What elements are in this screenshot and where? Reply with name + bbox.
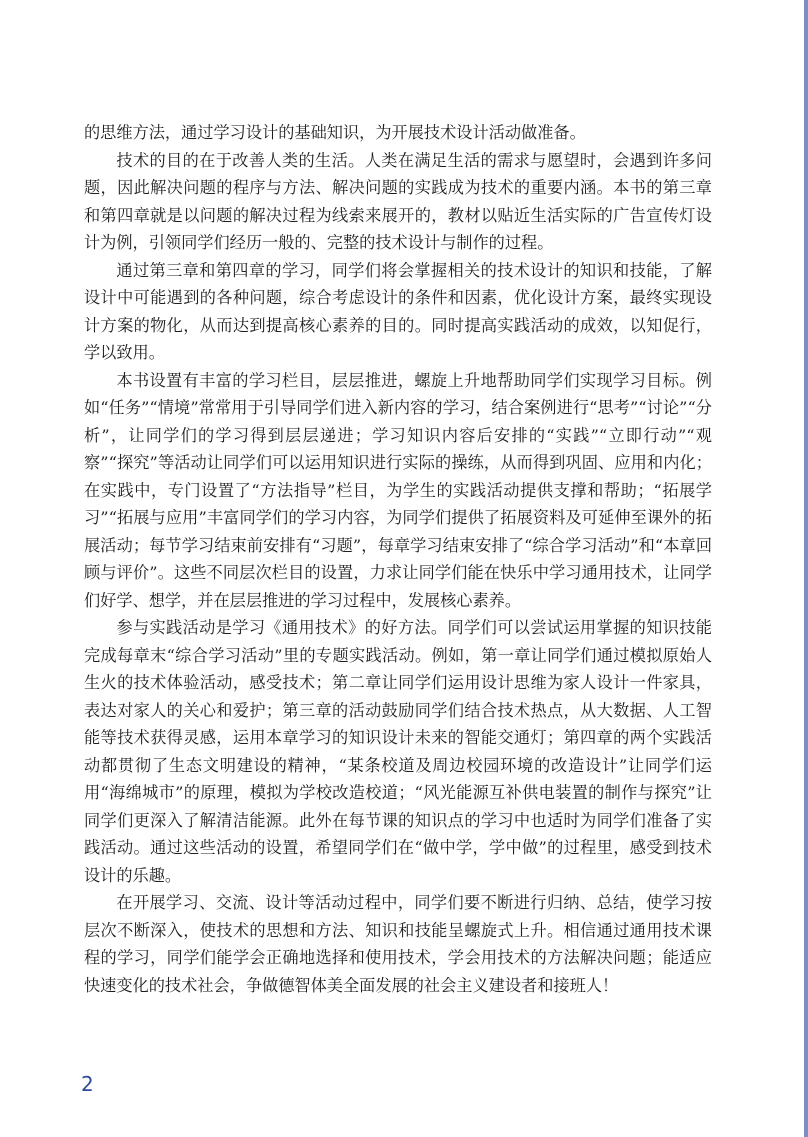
paragraph: 通过第三章和第四章的学习，同学们将会掌握相关的技术设计的知识和技能，了解设计中可能遇到的各种问题，综合考虑设计的条件和因素，优化设计方案，最终实现设计方案的物化，从而达到提高核心素养的目的。同时提高实践活动的成效，以知促行，学以致用。	[84, 260, 712, 362]
paragraph: 技术的目的在于改善人类的生活。人类在满足生活的需求与愿望时，会遇到许多问题，因此解决问题的程序与方法、解决问题的实践成为技术的重要内涵。本书的第三章和第四章就是以问题的解决过程为线索来展开的，教材以贴近生活实际的广告宣传灯设计为例，引领同学们经历一般的、完整的技术设计与制作的过程。	[84, 150, 712, 252]
body-text	[84, 119, 712, 999]
paragraph-continued: 的思维方法，通过学习设计的基础知识，为开展技术设计活动做准备。	[84, 123, 586, 142]
page-edge-bar	[804, 0, 808, 1137]
paragraph: 参与实践活动是学习《通用技术》的好方法。同学们可以尝试运用掌握的知识技能完成每章末“综合学习活动”里的专题实践活动。例如，第一章让同学们通过模拟原始人生火的技术体验活动，感受技术；第二章让同学们运用设计思维为家人设计一件家具，表达对家人的关心和爱护；第三章的活动鼓励同学们结合技术热点，从大数据、人工智能等技术获得灵感，运用本章学习的知识设计未来的智能交通灯；第四章的两个实践活动都贯彻了生态文明建设的精神，“某条校道及周边校园环境的改造设计”让同学们运用“海绵城市”的原理，模拟为学校改造校道；“风光能源互补供电装置的制作与探究”让同学们更深入了解清洁能源。此外在每节课的知识点的学习中也适时为同学们准备了实践活动。通过这些活动的设置，希望同学们在“做中学，学中做”的过程里，感受到技术设计的乐趣。	[84, 618, 712, 885]
paragraph: 本书设置有丰富的学习栏目，层层推进，螺旋上升地帮助同学们实现学习目标。例如“任务”“情境”常常用于引导同学们进入新内容的学习，结合案例进行“思考”“讨论”“分析”，让同学们的学习得到层层递进；学习知识内容后安排的“实践”“立即行动”“观察”“探究”等活动让同学们可以运用知识进行实际的操练，从而得到巩固、应用和内化；在实践中，专门设置了“方法指导”栏目，为学生的实践活动提供支撑和帮助；“拓展学习”“拓展与应用”丰富同学们的学习内容，为同学们提供了拓展资料及可延伸至课外的拓展活动；每节学习结束前安排有“习题”，每章学习结束安排了“综合学习活动”和“本章回顾与评价”。这些不同层次栏目的设置，力求让同学们能在快乐中学习通用技术，让同学们好学、想学，并在层层推进的学习过程中，发展核心素养。	[84, 370, 712, 610]
page-number: 2	[81, 1072, 94, 1096]
paragraph: 在开展学习、交流、设计等活动过程中，同学们要不断进行归纳、总结，使学习按层次不断深入，使技术的思想和方法、知识和技能呈螺旋式上升。相信通过通用技术课程的学习，同学们能学会正确地选择和使用技术，学会用技术的方法解决问题；能适应快速变化的技术社会，争做德智体美全面发展的社会主义建设者和接班人！	[84, 893, 712, 995]
